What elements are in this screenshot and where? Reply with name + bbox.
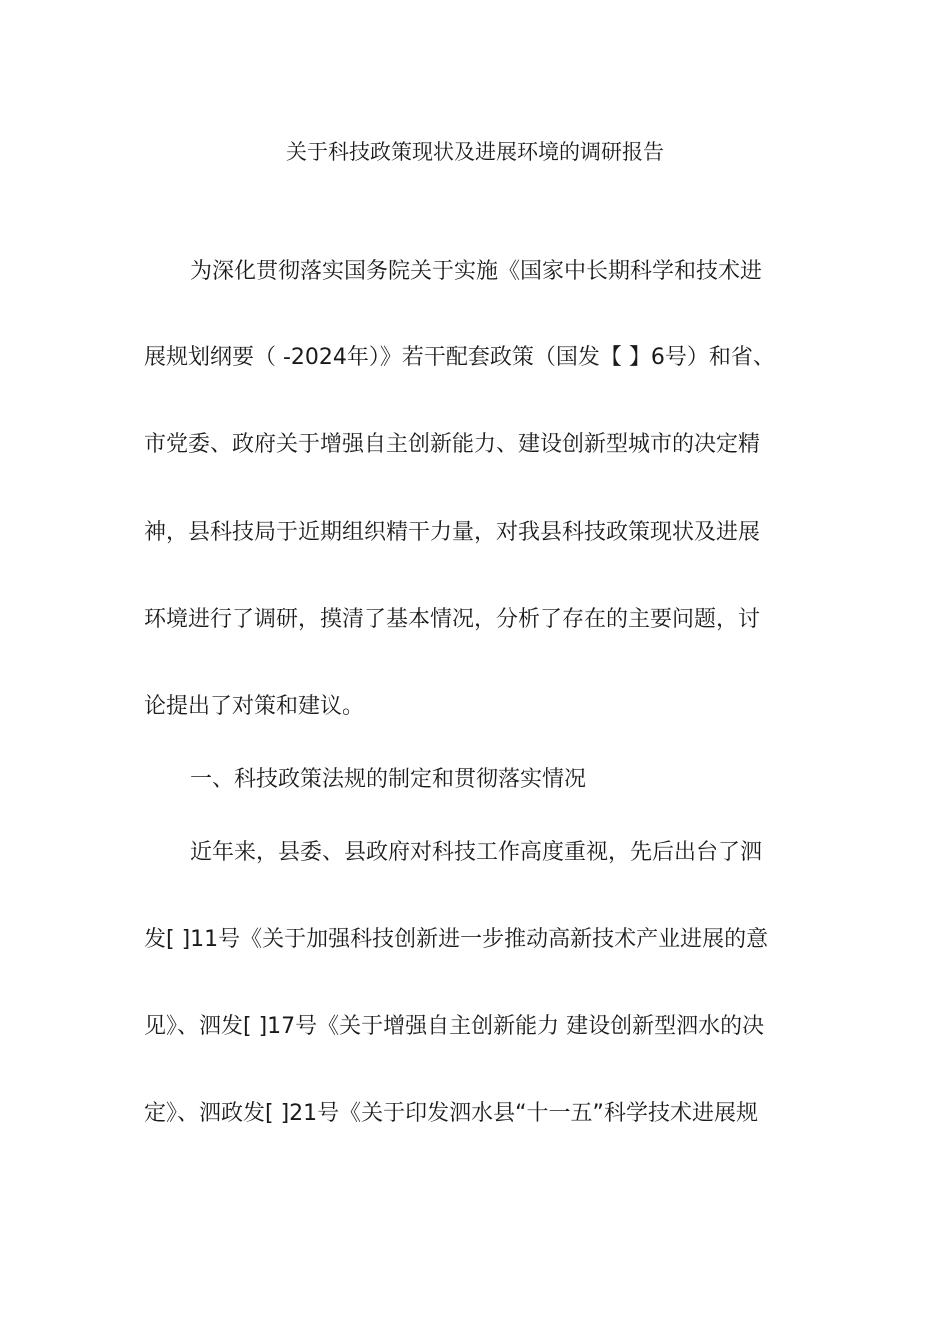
- paragraph-1-line-4: 神，县科技局于近期组织精干力量，对我县科技政策现状及进展: [144, 520, 761, 545]
- paragraph-1-line-2: 展规划纲要（ -2024年）》若干配套政策（国发【 】6号）和省、: [144, 345, 775, 370]
- document-title: 关于科技政策现状及进展环境的调研报告: [286, 140, 664, 164]
- paragraph-1-line-5: 环境进行了调研，摸清了基本情况，分析了存在的主要问题，讨: [144, 607, 761, 632]
- paragraph-2-line-2: 发[ ]11号《关于加强科技创新进一步推动高新技术产业进展的意: [144, 927, 769, 952]
- paragraph-1-line-3: 市党委、政府关于增强自主创新能力、建设创新型城市的决定精: [144, 432, 761, 457]
- paragraph-2-line-1: 近年来，县委、县政府对科技工作高度重视，先后出台了泗: [190, 840, 763, 865]
- paragraph-1-line-6: 论提出了对策和建议。: [144, 694, 365, 719]
- section-heading-1: 一、科技政策法规的制定和贯彻落实情况: [190, 767, 587, 792]
- paragraph-1-line-1: 为深化贯彻落实国务院关于实施《国家中长期科学和技术进: [190, 259, 763, 284]
- paragraph-2-line-4: 定》、泗政发[ ]21号《关于印发泗水县“十一五”科学技术进展规: [144, 1101, 758, 1126]
- paragraph-2-line-3: 见》、泗发[ ]17号《关于增强自主创新能力 建设创新型泗水的决: [144, 1014, 765, 1039]
